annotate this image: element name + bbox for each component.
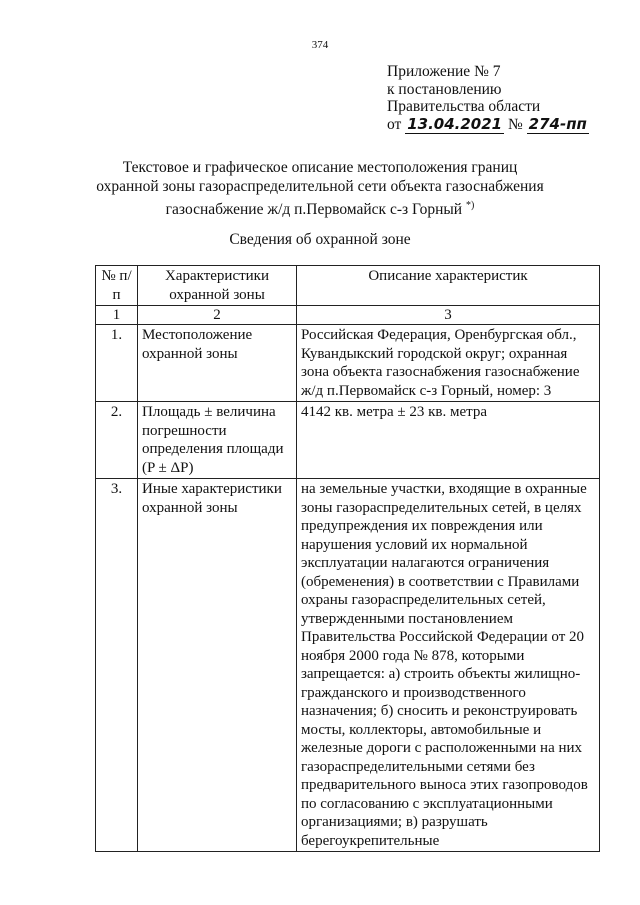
table-row [96, 402, 600, 479]
appendix-number: Приложение № 7 [387, 63, 501, 80]
appendix-date-line [387, 116, 589, 134]
row-description: Российская Федерация, Оренбургская обл., Кувандыкский городской округ; охранная зона объекта газоснабжения газоснабжение ж/д п.Первомайск с-з Горный, номер: 3 [297, 325, 600, 402]
document-title [0, 158, 640, 219]
table-header-row [96, 266, 600, 306]
date-prefix: от [387, 115, 402, 133]
row-characteristic: Местоположение охранной зоны [138, 325, 297, 402]
appendix-header [387, 63, 589, 133]
header-number: № п/п [96, 266, 138, 306]
row-number: 2. [96, 402, 138, 479]
column-number-3: 3 [297, 306, 600, 325]
handwritten-number: 274-пп [528, 114, 587, 133]
row-characteristic: Иные характеристики охранной зоны [138, 479, 297, 852]
title-line-3-text: газоснабжение ж/д п.Первомайск с-з Горный [165, 201, 463, 219]
handwritten-date: 13.04.2021 [407, 114, 503, 133]
footnote-mark: *) [465, 200, 475, 211]
appendix-resolution-ref: к постановлению [387, 80, 502, 98]
table-row [96, 325, 600, 402]
row-description: 4142 кв. метра ± 23 кв. метра [297, 402, 600, 479]
column-number-row [96, 306, 600, 325]
table-row [96, 479, 600, 852]
zone-info-table [95, 265, 600, 852]
row-characteristic: Площадь ± величина погрешности определения площади (P ± ΔP) [138, 402, 297, 479]
header-characteristic: Характеристики охранной зоны [138, 266, 297, 306]
page-number: 374 [311, 39, 329, 51]
row-number: 1. [96, 325, 138, 402]
number-prefix: № [507, 115, 523, 133]
title-line-1: Текстовое и графическое описание местоположения границ [122, 159, 518, 176]
appendix-authority: Правительства области [387, 98, 541, 115]
title-line-3 [0, 196, 640, 219]
header-description: Описание характеристик [297, 266, 600, 306]
column-number-1: 1 [96, 306, 138, 325]
row-description: на земельные участки, входящие в охранные зоны газораспределительных сетей, в целях предупреждения их повреждения или нарушения условий их нормальной эксплуатации налагаются ограничения (обременения) в соответствии с Правилами охраны газораспределительных сетей, утвержденными постановлением Правительства Российской Федерации от 20 ноября 2000 года № 878, которыми запрещается: а) строить объекты жилищно-гражданского и производственного назначения; б) сносить и реконструировать мосты, коллекторы, автомобильные и железные дороги с расположенными на них газораспределительными сетями без предварительного выноса этих газопроводов по согласованию с эксплуатационными организациями; в) разрушать берегоукрепительные [297, 479, 600, 852]
column-number-2: 2 [138, 306, 297, 325]
title-line-2: охранной зоны газораспределительной сети объекта газоснабжения [96, 178, 544, 195]
row-number: 3. [96, 479, 138, 852]
section-subtitle: Сведения об охранной зоне [229, 231, 411, 248]
